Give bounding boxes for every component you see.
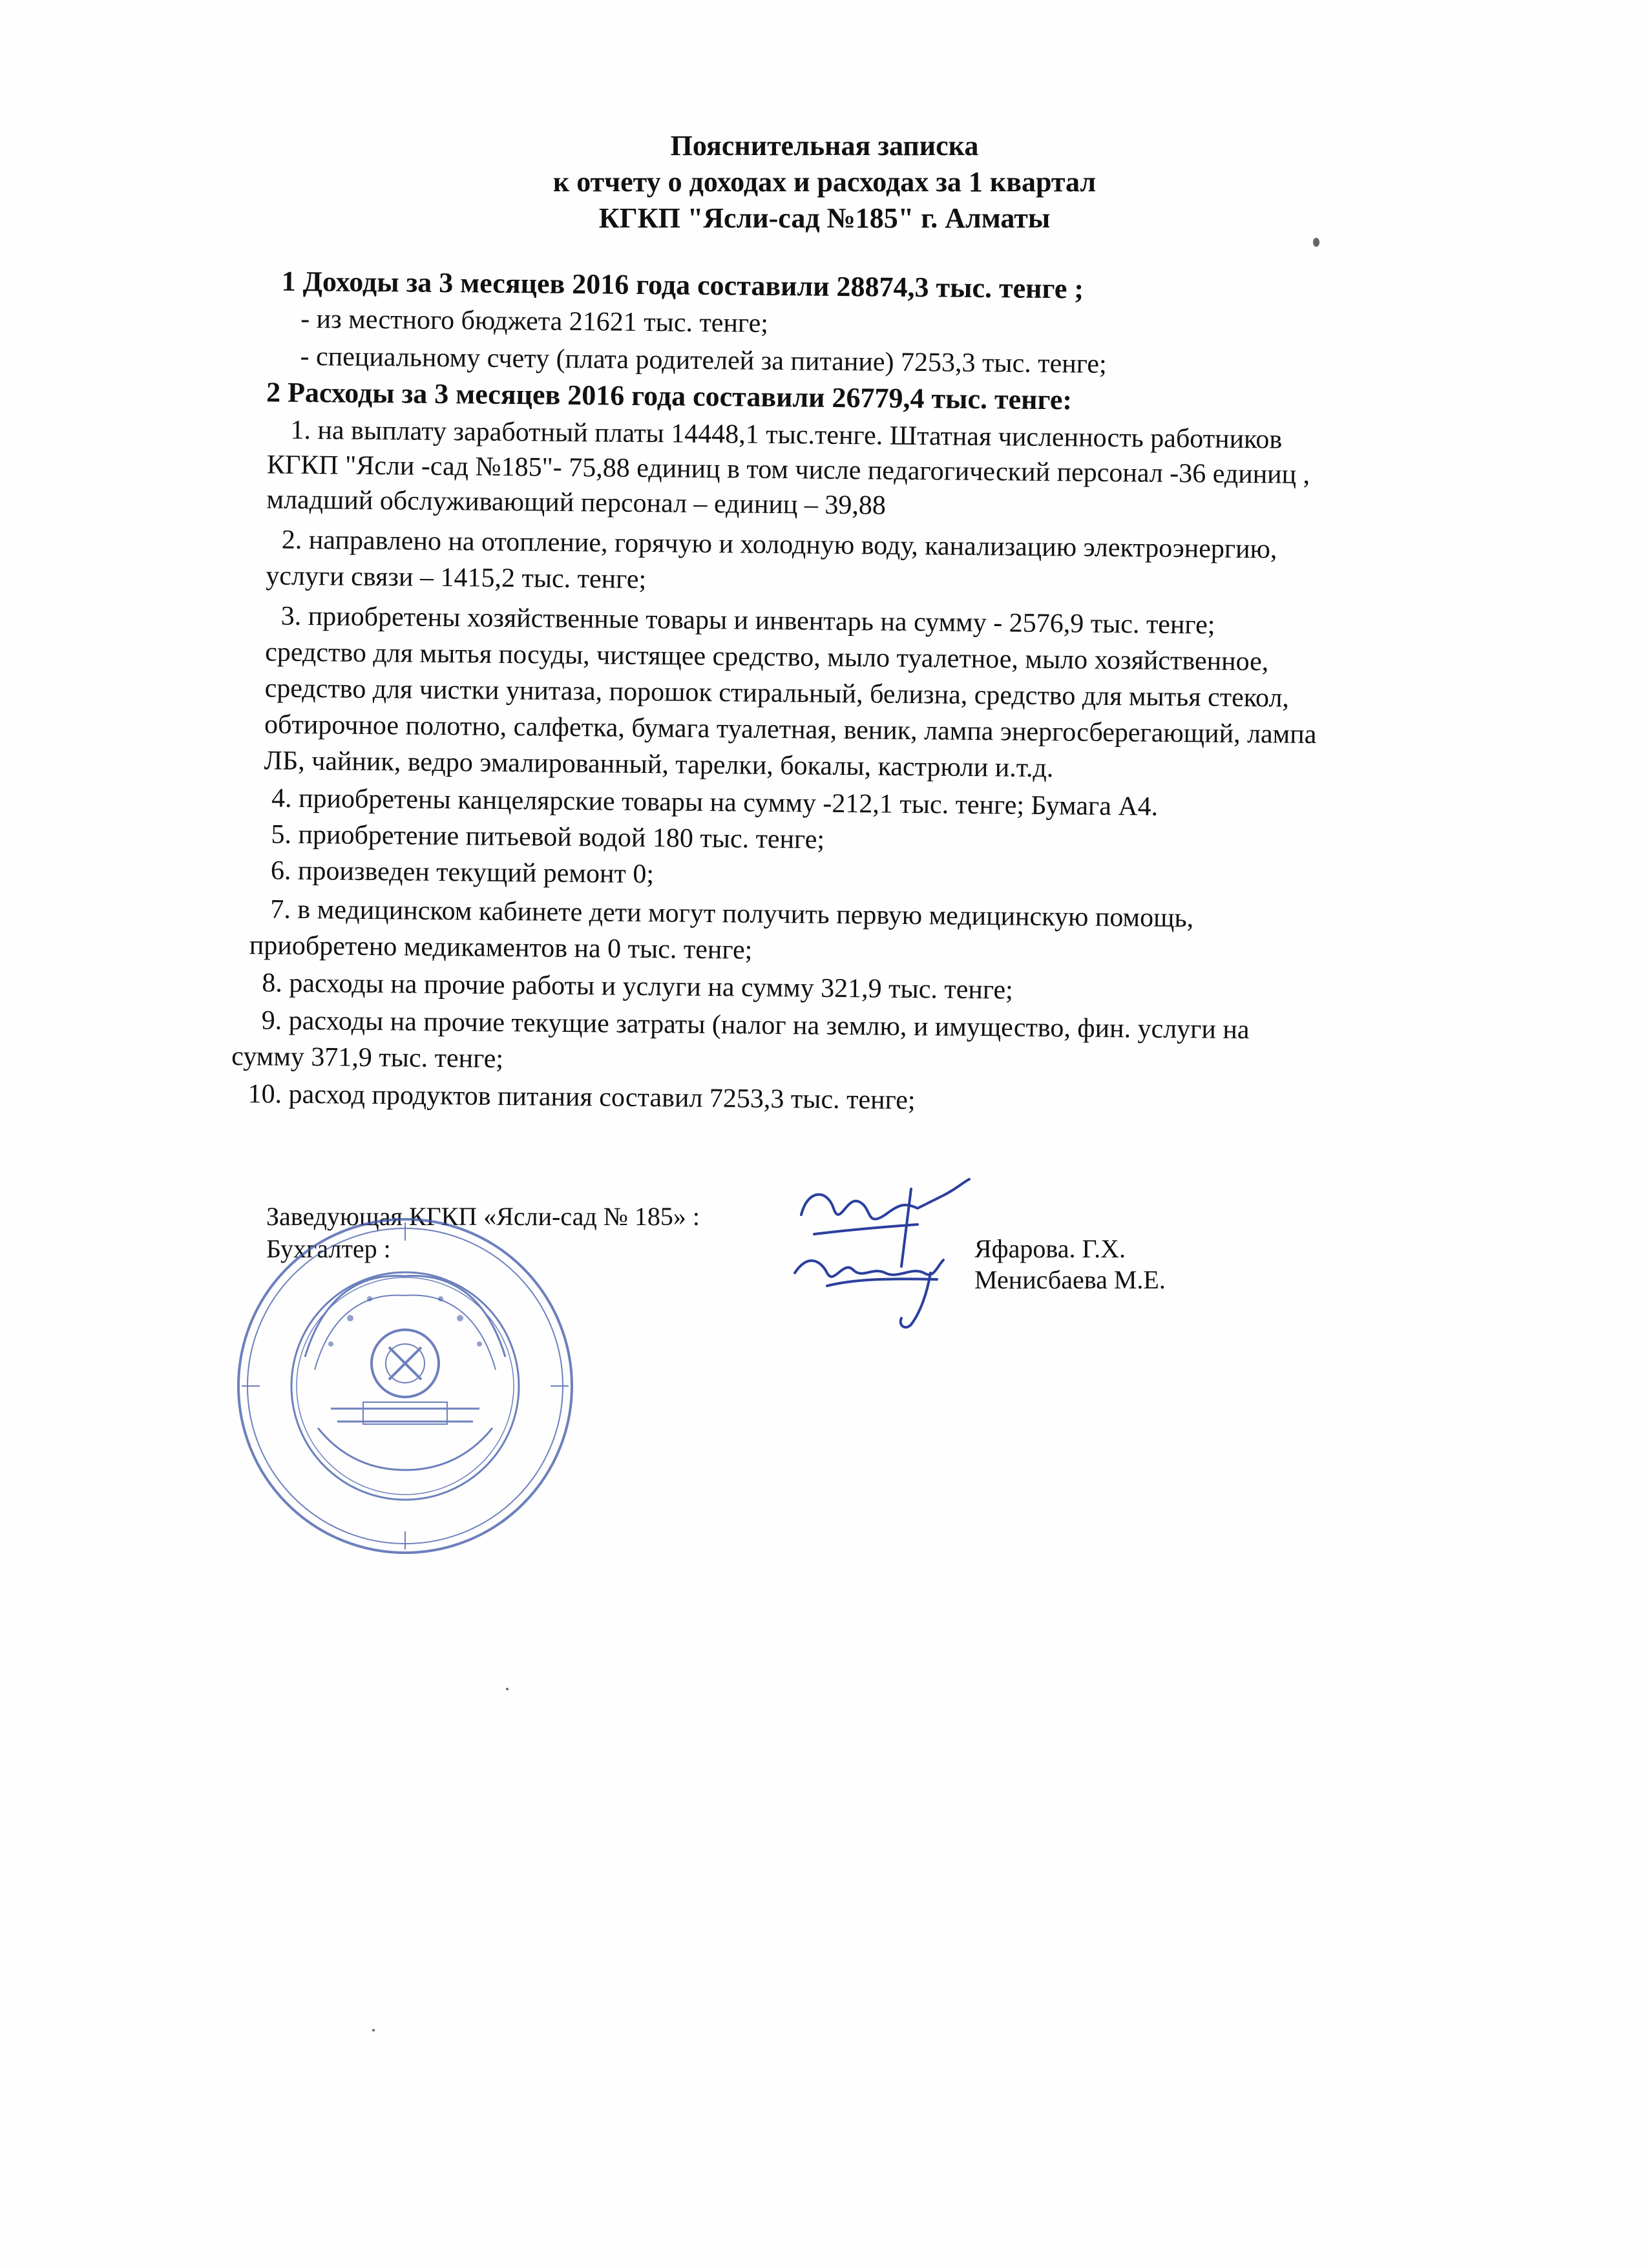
organization-seal bbox=[234, 1215, 576, 1557]
document-title: Пояснительная записка bbox=[670, 130, 979, 162]
expense-line: 10. расход продуктов питания составил 7253,3 тыс. тенге; bbox=[247, 1079, 916, 1116]
accountant-name: Менисбаева М.Е. bbox=[974, 1265, 1166, 1294]
expense-line: 4. приобретены канцелярские товары на сумму -212,1 тыс. тенге; Бумага А4. bbox=[271, 783, 1159, 822]
expense-line: средство для мытья посуды, чистящее средство, мыло туалетное, мыло хозяйственное, bbox=[265, 637, 1269, 677]
expense-line: сумму 371,9 тыс. тенге; bbox=[231, 1041, 504, 1074]
scan-speck bbox=[372, 2029, 375, 2032]
expense-line: 8. расходы на прочие работы и услуги на сумму 321,9 тыс. тенге; bbox=[262, 968, 1014, 1005]
document-subtitle: к отчету о доходах и расходах за 1 квартал bbox=[552, 166, 1097, 198]
handwritten-signature bbox=[788, 1176, 995, 1331]
expense-line: 9. расходы на прочие текущие затраты (налог на землю, и имущество, фин. услуги на bbox=[261, 1005, 1250, 1045]
income-item: - специальному счету (плата родителей за питание) 7253,3 тыс. тенге; bbox=[300, 341, 1107, 379]
accountant-label: Бухгалтер : bbox=[266, 1234, 391, 1263]
expenses-heading: 2 Расходы за 3 месяцев 2016 года составили 26779,4 тыс. тенге: bbox=[266, 376, 1073, 416]
scan-speck bbox=[1313, 238, 1319, 247]
expense-line: ЛБ, чайник, ведро эмалированный, тарелки, бокалы, кастрюли и.т.д. bbox=[264, 746, 1054, 784]
expense-line: 1. на выплату заработный платы 14448,1 тыс.тенге. Штатная численность работников bbox=[290, 415, 1283, 455]
expense-line: КГКП "Ясли -сад №185"- 75,88 единиц в том числе педагогический персонал -36 единиц , bbox=[266, 450, 1310, 490]
head-label: Заведующая КГКП «Ясли-сад № 185» : bbox=[266, 1202, 700, 1231]
expense-line: услуги связи – 1415,2 тыс. тенге; bbox=[266, 561, 647, 595]
expense-line: средство для чистки унитаза, порошок стиральный, белизна, средство для мытья стекол, bbox=[264, 673, 1290, 713]
expense-line: 2. направлено на отопление, горячую и холодную воду, канализацию электроэнергию, bbox=[281, 525, 1277, 565]
scan-speck bbox=[506, 1688, 509, 1690]
expense-line: приобретено медикаментов на 0 тыс. тенге; bbox=[249, 930, 753, 965]
expense-line: обтирочное полотно, салфетка, бумага туалетная, веник, лампа энергосберегающий, лампа bbox=[264, 709, 1317, 750]
expense-line: младший обслуживающий персонал – единиц – 39,88 bbox=[266, 485, 887, 521]
expense-line: 3. приобретены хозяйственные товары и инвентарь на сумму - 2576,9 тыс. тенге; bbox=[280, 601, 1215, 640]
report-body bbox=[231, 265, 1544, 1116]
expense-line: 5. приобретение питьевой водой 180 тыс. тенге; bbox=[271, 819, 825, 855]
expense-line: 7. в медицинском кабинете дети могут получить первую медицинскую помощь, bbox=[270, 894, 1194, 934]
organization-title: КГКП "Ясли-сад №185" г. Алматы bbox=[598, 202, 1051, 234]
expense-line: 6. произведен текущий ремонт 0; bbox=[270, 856, 655, 890]
income-item: - из местного бюджета 21621 тыс. тенге; bbox=[300, 304, 769, 339]
head-name: Яфарова. Г.Х. bbox=[974, 1234, 1126, 1263]
income-heading: 1 Доходы за 3 месяцев 2016 года составили 28874,3 тыс. тенге ; bbox=[281, 265, 1084, 305]
